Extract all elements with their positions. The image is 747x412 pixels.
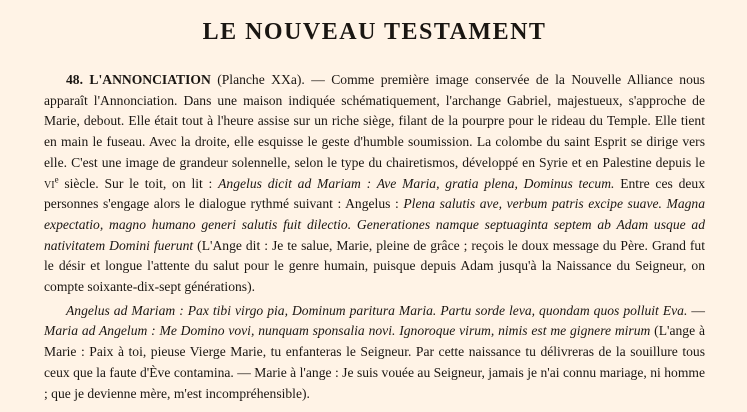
entry-paragraph-2: [44, 301, 705, 405]
latin-verse-maria: Maria ad Angelum : Me Domino vovi, nunquam sponsalia novi. Ignoroque virum, nimis est me gignere mirum: [44, 323, 651, 339]
text-run: — Comme première image conservée de la Nouvelle Alliance nous apparaît l'Annonciation. Dans une maison indiquée schématiquement, l'archange Gabriel, majestueux, s'approche de Marie, debout. Elle était tout à l'heure assise sur un riche siège, filant de la pourpre pour le rideau du Temple. Elle tient en main le fuseau. Avec la droite, elle esquisse le geste d'humble soumission. La colombe du saint Esprit se dirige vers elle. C'est une image de grandeur solennelle, selon le type du chairetismos, développé en Syrie et en Palestine depuis le: [44, 72, 705, 170]
dash: —: [687, 302, 705, 318]
century-numeral: vi: [44, 175, 55, 191]
latin-dialogue: Plena salutis ave, verbum patris excipe suave. Magna expectatio, magno humano generi salutis fuit dilectio. Generationes namque septuaginta septem ab Adam usque ad nativitatem Domini fuerunt: [44, 196, 706, 253]
running-title: LE NOUVEAU TESTAMENT: [202, 19, 547, 45]
latin-inscription: Angelus dicit ad Mariam : Ave Maria, gratia plena, Dominus tecum.: [218, 175, 615, 191]
text-run: Entre ces deux personnes s'engage alors le dialogue rythmé suivant : Angelus :: [44, 175, 706, 212]
latin-verse-angel: Angelus ad Mariam : Pax tibi virgo pia, Dominum paritura Maria. Partu sorde leva, quondam quos polluit Eva.: [66, 302, 688, 318]
entry-paragraph-1: [44, 70, 705, 298]
plate-reference: (Planche XXa).: [217, 72, 305, 87]
entry-number-title: 48. L'ANNONCIATION: [66, 72, 211, 87]
text-run: siècle. Sur le toit, on lit :: [58, 175, 219, 191]
text-run: (L'Ange dit : Je te salue, Marie, pleine de grâce ; reçois le doux message du Père. Grand fut le désir et longue l'attente du salut pour le genre humain, puisque depuis Adam jusqu'à la Naissance du Seigneur, on compte soixante-dix-sept générations).: [44, 237, 705, 295]
text-run: (L'ange à Marie : Paix à toi, pieuse Vierge Marie, tu enfanteras le Seigneur. Par cette naissance tu délivreras de la souillure tous ceux que la faute d'Ève contamina. — Marie à l'ange : Je suis vouée au Seigneur, jamais je n'ai connu mariage, ni homme ; que je devienne mère, m'est incompréhensible).: [44, 323, 705, 401]
century-superscript: e: [54, 173, 59, 184]
